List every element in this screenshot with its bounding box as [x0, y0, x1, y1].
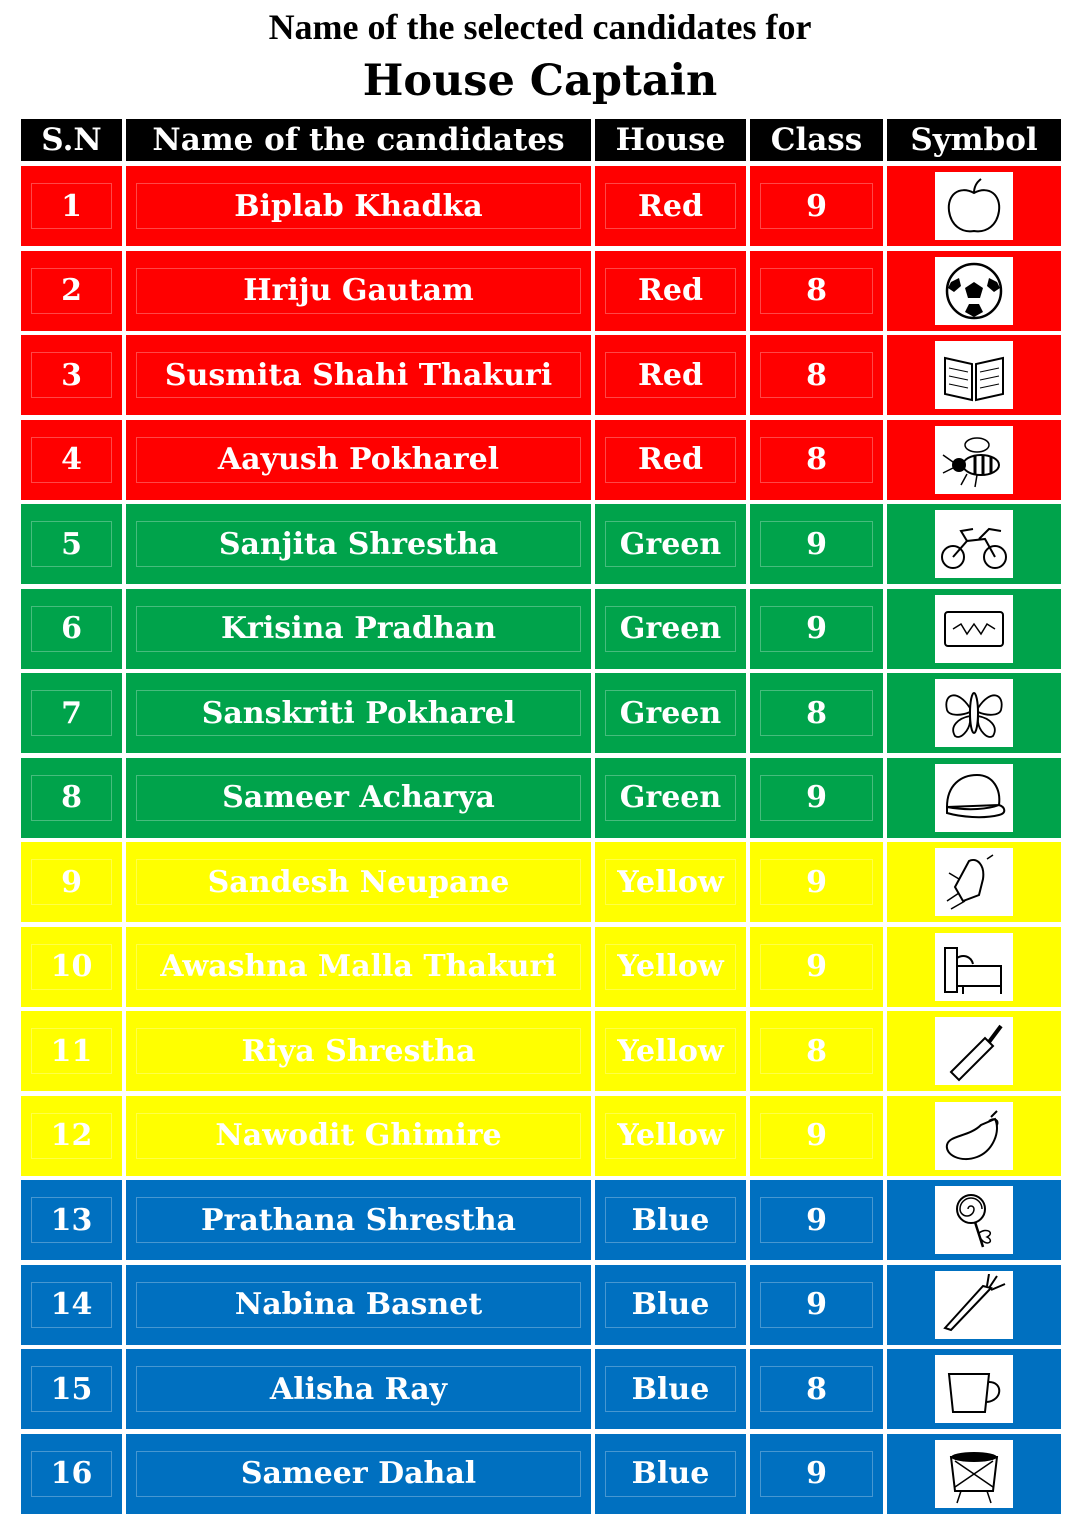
table-row — [21, 927, 1061, 1007]
name-cell-text: Sanskriti Pokharel — [201, 695, 516, 731]
house-cell-text: Yellow — [617, 1033, 724, 1069]
house-cell — [595, 927, 746, 1007]
title-line-1: Name of the selected candidates for — [268, 7, 812, 47]
sn-cell-text: 5 — [61, 526, 82, 562]
header-house: House — [595, 119, 746, 161]
house-cell-text: Green — [619, 695, 722, 731]
sn-cell — [21, 758, 122, 838]
class-cell — [750, 1011, 883, 1091]
football-icon — [935, 257, 1013, 325]
sn-cell-text: 9 — [61, 864, 82, 900]
sn-cell-text: 6 — [61, 611, 82, 646]
sn-cell — [21, 251, 122, 331]
house-cell-text: Green — [619, 611, 722, 646]
house-cell-text: Blue — [631, 1456, 710, 1491]
house-cell-text: Yellow — [617, 864, 724, 900]
header-name: Name of the candidates — [126, 119, 591, 161]
name-cell — [126, 1349, 591, 1429]
name-cell-text: Susmita Shahi Thakuri — [164, 357, 553, 393]
folded-hands-icon — [935, 848, 1013, 916]
bee-icon — [935, 426, 1013, 494]
sn-cell — [21, 166, 122, 246]
title-line-2: House Captain — [362, 56, 718, 106]
sn-cell — [21, 842, 122, 922]
name-cell-text: Aayush Pokharel — [217, 442, 500, 477]
name-cell — [126, 1434, 591, 1514]
house-cell-text: Yellow — [617, 1118, 724, 1153]
name-cell — [126, 1096, 591, 1176]
symbol-cell — [887, 335, 1061, 415]
name-cell-text: Nawodit Ghimire — [215, 1118, 502, 1153]
house-cell-text: Green — [619, 780, 722, 815]
table-row — [21, 673, 1061, 753]
name-cell-text: Alisha Ray — [269, 1371, 448, 1407]
header-class: Class — [750, 119, 883, 161]
sn-cell — [21, 589, 122, 669]
header-sn: S.N — [21, 119, 122, 161]
symbol-cell — [887, 673, 1061, 753]
symbol-cell — [887, 927, 1061, 1007]
sn-cell — [21, 504, 122, 584]
name-cell-text: Sanjita Shrestha — [218, 526, 499, 562]
table-row — [21, 758, 1061, 838]
class-cell-text: 8 — [806, 1033, 827, 1069]
house-cell — [595, 335, 746, 415]
sn-cell-text: 13 — [50, 1202, 93, 1238]
name-cell-text: Hriju Gautam — [243, 273, 474, 308]
class-cell-text: 8 — [806, 695, 827, 731]
symbol-cell — [887, 1011, 1061, 1091]
sn-cell — [21, 1349, 122, 1429]
class-cell-text: 9 — [806, 864, 827, 900]
class-cell — [750, 504, 883, 584]
class-cell-text: 8 — [806, 442, 827, 477]
class-cell — [750, 1349, 883, 1429]
class-cell — [750, 1096, 883, 1176]
sn-cell-text: 11 — [50, 1033, 93, 1069]
class-cell-text: 9 — [806, 1118, 827, 1153]
house-cell-text: Green — [619, 526, 722, 562]
class-cell — [750, 842, 883, 922]
header-symbol: Symbol — [887, 119, 1061, 161]
class-cell — [750, 166, 883, 246]
table-row — [21, 589, 1061, 669]
house-cell — [595, 758, 746, 838]
table-row — [21, 166, 1061, 246]
house-cell — [595, 1096, 746, 1176]
butterfly-icon — [935, 679, 1013, 747]
sn-cell-text: 8 — [61, 780, 82, 815]
class-cell — [750, 589, 883, 669]
table-row — [21, 1180, 1061, 1260]
symbol-cell — [887, 166, 1061, 246]
sn-cell-text: 16 — [50, 1456, 93, 1491]
razor-blade-icon — [935, 595, 1013, 663]
name-cell — [126, 1265, 591, 1345]
sn-cell-text: 15 — [50, 1371, 93, 1407]
sn-cell — [21, 420, 122, 500]
sn-cell-text: 7 — [61, 695, 82, 731]
house-cell-text: Red — [638, 188, 703, 224]
name-cell — [126, 1011, 591, 1091]
class-cell — [750, 1434, 883, 1514]
book-icon — [935, 341, 1013, 409]
house-cell-text: Yellow — [617, 949, 724, 984]
table-row — [21, 1011, 1061, 1091]
class-cell-text: 9 — [806, 1287, 827, 1322]
name-cell — [126, 842, 591, 922]
house-cell — [595, 251, 746, 331]
symbol-cell — [887, 842, 1061, 922]
table-row — [21, 1434, 1061, 1514]
house-cell-text: Blue — [631, 1202, 710, 1238]
name-cell — [126, 1180, 591, 1260]
class-cell-text: 9 — [806, 949, 827, 984]
sn-cell-text: 3 — [61, 357, 82, 393]
name-cell-text: Riya Shrestha — [241, 1033, 476, 1069]
house-cell — [595, 1180, 746, 1260]
name-cell-text: Sameer Dahal — [240, 1456, 477, 1491]
cup-icon — [935, 1355, 1013, 1423]
name-cell — [126, 251, 591, 331]
name-cell — [126, 420, 591, 500]
sn-cell — [21, 1180, 122, 1260]
cricket-bat-icon — [935, 1017, 1013, 1085]
class-cell-text: 9 — [806, 1456, 827, 1491]
sn-cell — [21, 1096, 122, 1176]
symbol-cell — [887, 420, 1061, 500]
apple-icon — [935, 172, 1013, 240]
name-cell — [126, 589, 591, 669]
table-row — [21, 1349, 1061, 1429]
symbol-cell — [887, 1349, 1061, 1429]
house-cell-text: Blue — [631, 1287, 710, 1322]
symbol-cell — [887, 589, 1061, 669]
house-cell — [595, 1349, 746, 1429]
motorbike-icon — [935, 510, 1013, 578]
house-cell — [595, 1011, 746, 1091]
table-row — [21, 842, 1061, 922]
name-cell-text: Sandesh Neupane — [207, 864, 510, 900]
symbol-cell — [887, 1434, 1061, 1514]
symbol-cell — [887, 758, 1061, 838]
house-cell — [595, 166, 746, 246]
sn-cell-text: 2 — [61, 273, 82, 308]
symbol-cell — [887, 1180, 1061, 1260]
sn-cell — [21, 1434, 122, 1514]
class-cell-text: 9 — [806, 526, 827, 562]
table-row — [21, 251, 1061, 331]
sn-cell-text: 4 — [61, 442, 82, 477]
symbol-cell — [887, 504, 1061, 584]
class-cell-text: 9 — [806, 1202, 827, 1238]
class-cell-text: 9 — [806, 611, 827, 646]
sn-cell — [21, 1011, 122, 1091]
class-cell — [750, 1265, 883, 1345]
house-cell — [595, 589, 746, 669]
house-cell — [595, 842, 746, 922]
class-cell-text: 8 — [806, 357, 827, 393]
symbol-cell — [887, 251, 1061, 331]
class-cell-text: 8 — [806, 273, 827, 308]
sn-cell-text: 1 — [61, 188, 82, 224]
name-cell — [126, 166, 591, 246]
class-cell-text: 8 — [806, 1371, 827, 1407]
house-cell — [595, 1434, 746, 1514]
class-cell-text: 9 — [806, 780, 827, 815]
cap-icon — [935, 764, 1013, 832]
table-row — [21, 1265, 1061, 1345]
house-cell — [595, 673, 746, 753]
lollipop-icon — [935, 1186, 1013, 1254]
sn-cell-text: 14 — [50, 1287, 93, 1322]
symbol-cell — [887, 1265, 1061, 1345]
table-row — [21, 335, 1061, 415]
class-cell — [750, 420, 883, 500]
class-cell — [750, 1180, 883, 1260]
table-row — [21, 504, 1061, 584]
sn-cell — [21, 927, 122, 1007]
house-cell — [595, 420, 746, 500]
name-cell — [126, 335, 591, 415]
house-cell-text: Red — [638, 442, 703, 477]
name-cell-text: Biplab Khadka — [234, 188, 483, 224]
symbol-cell — [887, 1096, 1061, 1176]
sn-cell — [21, 1265, 122, 1345]
name-cell — [126, 673, 591, 753]
name-cell — [126, 504, 591, 584]
name-cell-text: Awashna Malla Thakuri — [160, 949, 557, 984]
carrot-icon — [935, 1271, 1013, 1339]
class-cell — [750, 673, 883, 753]
table-header — [21, 119, 1061, 161]
class-cell — [750, 335, 883, 415]
name-cell — [126, 927, 591, 1007]
table-row — [21, 420, 1061, 500]
house-cell-text: Red — [638, 273, 703, 308]
table-row — [21, 1096, 1061, 1176]
class-cell — [750, 251, 883, 331]
house-cell-text: Red — [638, 357, 703, 393]
name-cell — [126, 758, 591, 838]
sn-cell — [21, 673, 122, 753]
house-cell — [595, 504, 746, 584]
class-cell-text: 9 — [806, 188, 827, 224]
name-cell-text: Sameer Acharya — [222, 780, 495, 815]
madal-drum-icon — [935, 1440, 1013, 1508]
house-cell-text: Blue — [631, 1371, 710, 1407]
house-cell — [595, 1265, 746, 1345]
sn-cell-text: 12 — [50, 1118, 93, 1153]
name-cell-text: Krisina Pradhan — [220, 611, 497, 646]
class-cell — [750, 758, 883, 838]
eggplant-icon — [935, 1102, 1013, 1170]
class-cell — [750, 927, 883, 1007]
sn-cell — [21, 335, 122, 415]
bed-icon — [935, 933, 1013, 1001]
sn-cell-text: 10 — [50, 949, 93, 984]
name-cell-text: Prathana Shrestha — [201, 1202, 516, 1238]
name-cell-text: Nabina Basnet — [234, 1287, 483, 1322]
